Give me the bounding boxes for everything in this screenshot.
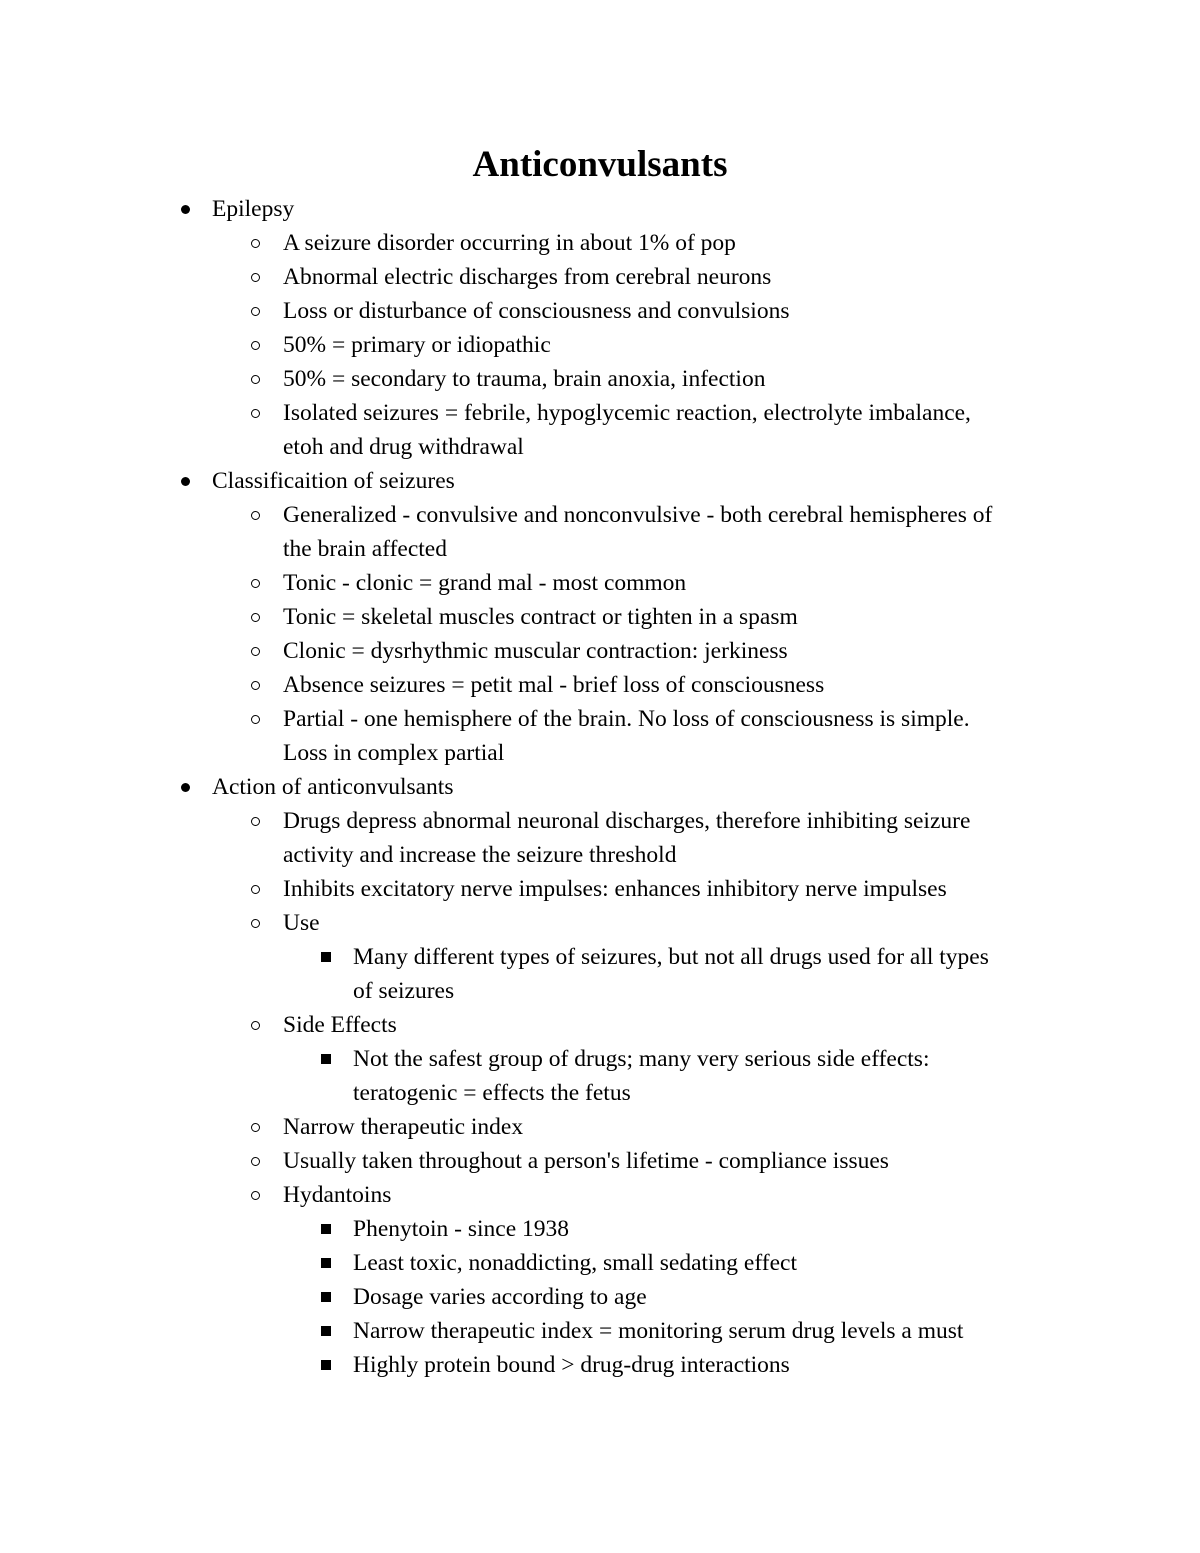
outline-line: [0, 668, 1200, 702]
outline-text: activity and increase the seizure threshold: [283, 842, 677, 868]
hollow-circle-icon: [245, 260, 265, 294]
outline-text: Usually taken throughout a person's lifetime - compliance issues: [283, 1148, 889, 1174]
outline-text: Least toxic, nonaddicting, small sedating effect: [353, 1250, 797, 1276]
hollow-circle-icon: [245, 294, 265, 328]
square-bullet-icon: [316, 1212, 336, 1246]
outline-line: [0, 328, 1200, 362]
outline-line: [0, 838, 1200, 872]
outline-line: [0, 770, 1200, 804]
outline-line: [0, 294, 1200, 328]
outline-text: etoh and drug withdrawal: [283, 434, 524, 460]
square-bullet-icon: [316, 1246, 336, 1280]
outline-line: [0, 1212, 1200, 1246]
outline-line: [0, 1110, 1200, 1144]
square-bullet-icon: [316, 1280, 336, 1314]
outline-text: Highly protein bound > drug-drug interactions: [353, 1352, 790, 1378]
outline-line: [0, 226, 1200, 260]
outline-text: the brain affected: [283, 536, 447, 562]
outline-text: Loss in complex partial: [283, 740, 505, 766]
outline-text: 50% = secondary to trauma, brain anoxia, infection: [283, 366, 766, 392]
outline-line: [0, 1246, 1200, 1280]
outline-text: Generalized - convulsive and nonconvulsive - both cerebral hemispheres of: [283, 502, 993, 528]
outline-line: [0, 362, 1200, 396]
hollow-circle-icon: [245, 396, 265, 430]
hollow-circle-icon: [245, 1178, 265, 1212]
outline-text: Use: [283, 910, 320, 936]
hollow-circle-icon: [245, 362, 265, 396]
outline-text: Isolated seizures = febrile, hypoglycemic reaction, electrolyte imbalance,: [283, 400, 971, 426]
outline-line: [0, 1144, 1200, 1178]
hollow-circle-icon: [245, 872, 265, 906]
outline-text: Tonic - clonic = grand mal - most common: [283, 570, 687, 596]
hollow-circle-icon: [245, 906, 265, 940]
outline-line: [0, 1008, 1200, 1042]
hollow-circle-icon: [245, 600, 265, 634]
outline-line: [0, 192, 1200, 226]
outline-line: [0, 600, 1200, 634]
square-bullet-icon: [316, 1348, 336, 1382]
hollow-circle-icon: [245, 668, 265, 702]
outline-text: Absence seizures = petit mal - brief loss of consciousness: [283, 672, 825, 698]
outline-line: [0, 634, 1200, 668]
hollow-circle-icon: [245, 804, 265, 838]
outline-text: Epilepsy: [212, 196, 295, 222]
outline-line: [0, 430, 1200, 464]
outline-text: Many different types of seizures, but not all drugs used for all types: [353, 944, 989, 970]
outline-line: [0, 532, 1200, 566]
outline-line: [0, 1314, 1200, 1348]
outline-line: [0, 1348, 1200, 1382]
outline-text: Action of anticonvulsants: [212, 774, 454, 800]
hollow-circle-icon: [245, 498, 265, 532]
bullet-icon: [175, 464, 195, 498]
outline-text: Loss or disturbance of consciousness and convulsions: [283, 298, 790, 324]
outline-line: [0, 702, 1200, 736]
outline-line: [0, 974, 1200, 1008]
outline-text: A seizure disorder occurring in about 1% of pop: [283, 230, 736, 256]
outline-line: [0, 804, 1200, 838]
hollow-circle-icon: [245, 328, 265, 362]
outline-text: teratogenic = effects the fetus: [353, 1080, 631, 1106]
outline-text: Abnormal electric discharges from cerebral neurons: [283, 264, 772, 290]
outline-text: Phenytoin - since 1938: [353, 1216, 570, 1242]
outline-text: Narrow therapeutic index: [283, 1114, 524, 1140]
hollow-circle-icon: [245, 634, 265, 668]
bullet-icon: [175, 770, 195, 804]
outline-text: 50% = primary or idiopathic: [283, 332, 551, 358]
outline-line: [0, 1178, 1200, 1212]
outline-line: [0, 906, 1200, 940]
outline-line: [0, 736, 1200, 770]
hollow-circle-icon: [245, 1008, 265, 1042]
outline-line: [0, 464, 1200, 498]
page-title: Anticonvulsants: [472, 144, 728, 185]
outline-line: [0, 940, 1200, 974]
square-bullet-icon: [316, 940, 336, 974]
outline-line: [0, 498, 1200, 532]
outline-line: [0, 1076, 1200, 1110]
outline-text: Clonic = dysrhythmic muscular contraction: jerkiness: [283, 638, 788, 664]
hollow-circle-icon: [245, 702, 265, 736]
outline-text: Narrow therapeutic index = monitoring serum drug levels a must: [353, 1318, 964, 1344]
square-bullet-icon: [316, 1042, 336, 1076]
hollow-circle-icon: [245, 566, 265, 600]
bullet-icon: [175, 192, 195, 226]
square-bullet-icon: [316, 1314, 336, 1348]
hollow-circle-icon: [245, 1144, 265, 1178]
outline-text: Tonic = skeletal muscles contract or tighten in a spasm: [283, 604, 798, 630]
outline-text: Classificaition of seizures: [212, 468, 455, 494]
hollow-circle-icon: [245, 226, 265, 260]
outline-line: [0, 872, 1200, 906]
outline-line: [0, 1042, 1200, 1076]
outline-text: Hydantoins: [283, 1182, 392, 1208]
outline-line: [0, 396, 1200, 430]
outline-text: Partial - one hemisphere of the brain. No loss of consciousness is simple.: [283, 706, 970, 732]
outline-line: [0, 260, 1200, 294]
outline-text: of seizures: [353, 978, 455, 1004]
hollow-circle-icon: [245, 1110, 265, 1144]
outline-text: Drugs depress abnormal neuronal discharges, therefore inhibiting seizure: [283, 808, 971, 834]
outline-line: [0, 566, 1200, 600]
outline-text: Inhibits excitatory nerve impulses: enhances inhibitory nerve impulses: [283, 876, 947, 902]
outline-text: Not the safest group of drugs; many very serious side effects:: [353, 1046, 930, 1072]
outline-list: [0, 192, 1200, 1382]
outline-text: Dosage varies according to age: [353, 1284, 647, 1310]
outline-text: Side Effects: [283, 1012, 397, 1038]
outline-line: [0, 1280, 1200, 1314]
